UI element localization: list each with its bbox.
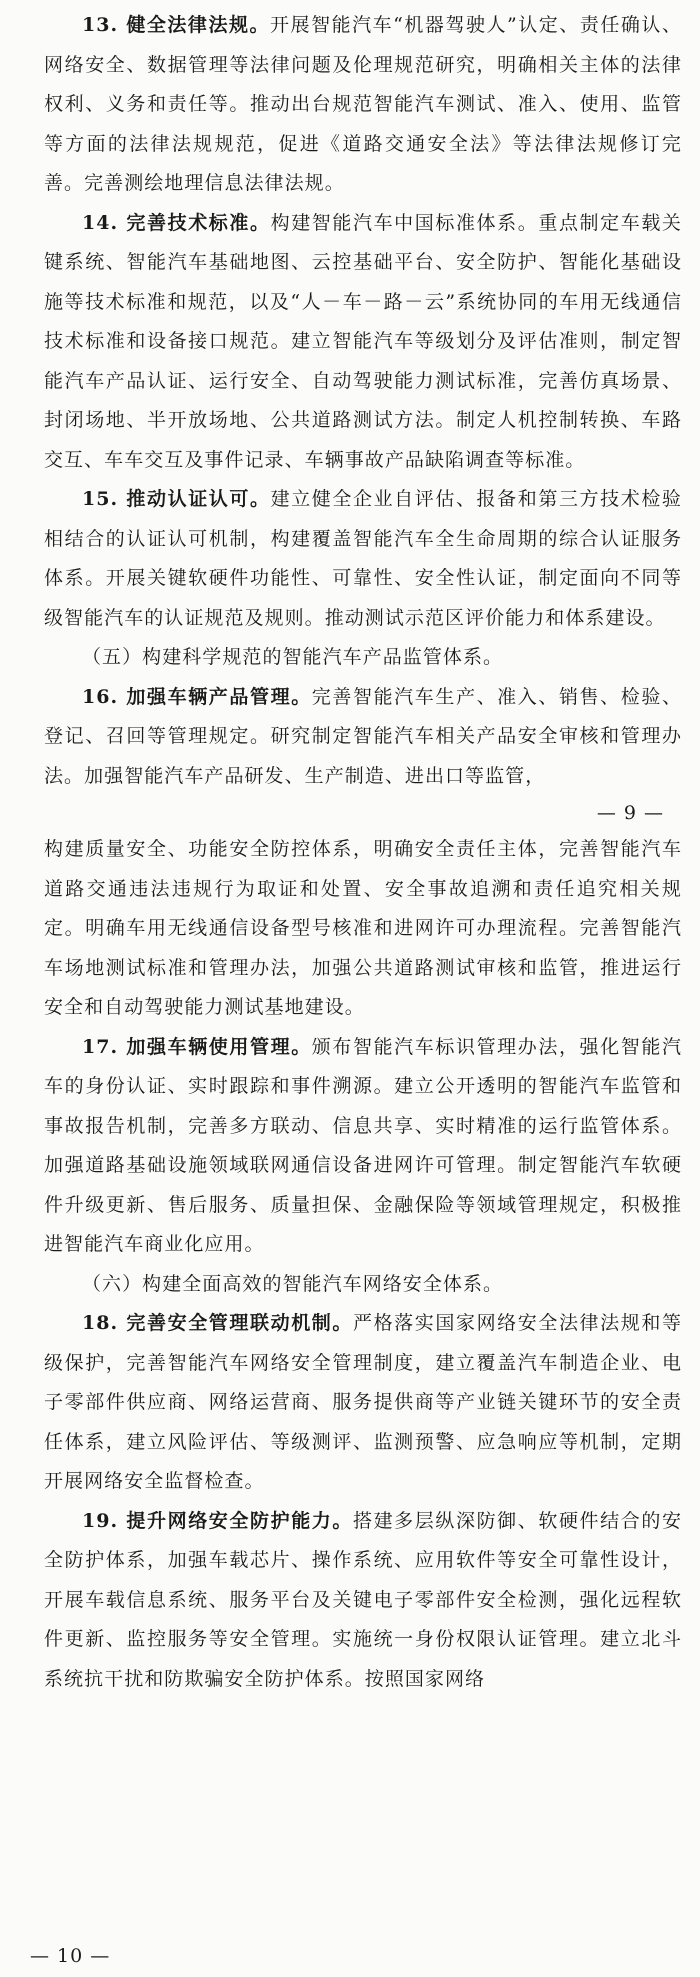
- paragraph-16-heading: 16. 加强车辆产品管理。: [82, 685, 312, 708]
- paragraph-16: [44, 678, 682, 797]
- paragraph-14: [44, 204, 682, 481]
- paragraph-19-heading: 19. 提升网络安全防护能力。: [82, 1509, 353, 1532]
- page-number-10: — 10 —: [30, 1945, 111, 1967]
- paragraph-13-heading: 13. 健全法律法规。: [82, 14, 271, 36]
- page-number-9: — 9 —: [596, 802, 664, 824]
- paragraph-16-continued: 构建质量安全、功能安全防控体系，明确安全责任主体，完善智能汽车道路交通违法违规行为取证和处置、安全事故追溯和责任追究相关规定。明确车用无线通信设备型号核准和进网许可办理流程。完善智能汽车场地测试标准和管理办法，加强公共道路测试审核和监管，推进运行安全和自动驾驶能力测试基地建设。: [44, 838, 682, 1018]
- paragraph-15: [44, 480, 682, 638]
- paragraph-15-heading: 15. 推动认证认可。: [82, 488, 271, 510]
- paragraph-17-heading: 17. 加强车辆使用管理。: [82, 1035, 312, 1058]
- section-heading-5: （五）构建科学规范的智能汽车产品监管体系。: [82, 646, 504, 668]
- paragraph-17-body: 颁布智能汽车标识管理办法，强化智能汽车的身份认证、实时跟踪和事件溯源。建立公开透明的智能汽车监管和事故报告机制，完善多方联动、信息共享、实时精准的运行监管体系。加强道路基础设施领域联网通信设备进网许可管理。制定智能汽车软硬件升级更新、售后服务、质量担保、金融保险等领域管理规定，积极推进智能汽车商业化应用。: [44, 1035, 682, 1255]
- paragraph-18-heading: 18. 完善安全管理联动机制。: [82, 1312, 353, 1334]
- section-heading-6: （六）构建全面高效的智能汽车网络安全体系。: [82, 1272, 504, 1295]
- paragraph-18-body: 严格落实国家网络安全法律法规和等级保护，完善智能汽车网络安全管理制度，建立覆盖汽车制造企业、电子零部件供应商、网络运营商、服务提供商等产业链关键环节的安全责任体系，建立风险评估、等级测评、监测预警、应急响应等机制，定期开展网络安全监督检查。: [44, 1312, 682, 1492]
- paragraph-18: [44, 1304, 682, 1502]
- paragraph-16-body: 完善智能汽车生产、准入、销售、检验、登记、召回等管理规定。研究制定智能汽车相关产品安全审核和管理办法。加强智能汽车产品研发、生产制造、进出口等监管，: [44, 685, 682, 787]
- paragraph-19-body: 搭建多层纵深防御、软硬件结合的安全防护体系，加强车载芯片、操作系统、应用软件等安全可靠性设计，开展车载信息系统、服务平台及关键电子零部件安全检测，强化远程软件更新、监控服务等安全管理。实施统一身份权限认证管理。建立北斗系统抗干扰和防欺骗安全防护体系。按照国家网络: [44, 1509, 682, 1690]
- paragraph-13: [44, 6, 682, 204]
- paragraph-14-heading: 14. 完善技术标准。: [82, 211, 271, 234]
- paragraph-17: [44, 1028, 682, 1265]
- paragraph-13-body: 开展智能汽车“机器驾驶人”认定、责任确认、网络安全、数据管理等法律问题及伦理规范研究，明确相关主体的法律权利、义务和责任等。推动出台规范智能汽车测试、准入、使用、监管等方面的法律法规规范，促进《道路交通安全法》等法律法规修订完善。完善测绘地理信息法律法规。: [44, 14, 682, 194]
- paragraph-15-body: 建立健全企业自评估、报备和第三方技术检验相结合的认证认可机制，构建覆盖智能汽车全生命周期的综合认证服务体系。开展关键软硬件功能性、可靠性、安全性认证，制定面向不同等级智能汽车的认证规范及规则。推动测试示范区评价能力和体系建设。: [44, 488, 682, 629]
- paragraph-14-body: 构建智能汽车中国标准体系。重点制定车载关键系统、智能汽车基础地图、云控基础平台、安全防护、智能化基础设施等技术标准和规范，以及“人－车－路－云”系统协同的车用无线通信技术标准和设备接口规范。建立智能汽车等级划分及评估准则，制定智能汽车产品认证、运行安全、自动驾驶能力测试标准，完善仿真场景、封闭场地、半开放场地、公共道路测试方法。制定人机控制转换、车路交互、车车交互及事件记录、车辆事故产品缺陷调查等标准。: [44, 211, 682, 471]
- paragraph-19: [44, 1502, 682, 1700]
